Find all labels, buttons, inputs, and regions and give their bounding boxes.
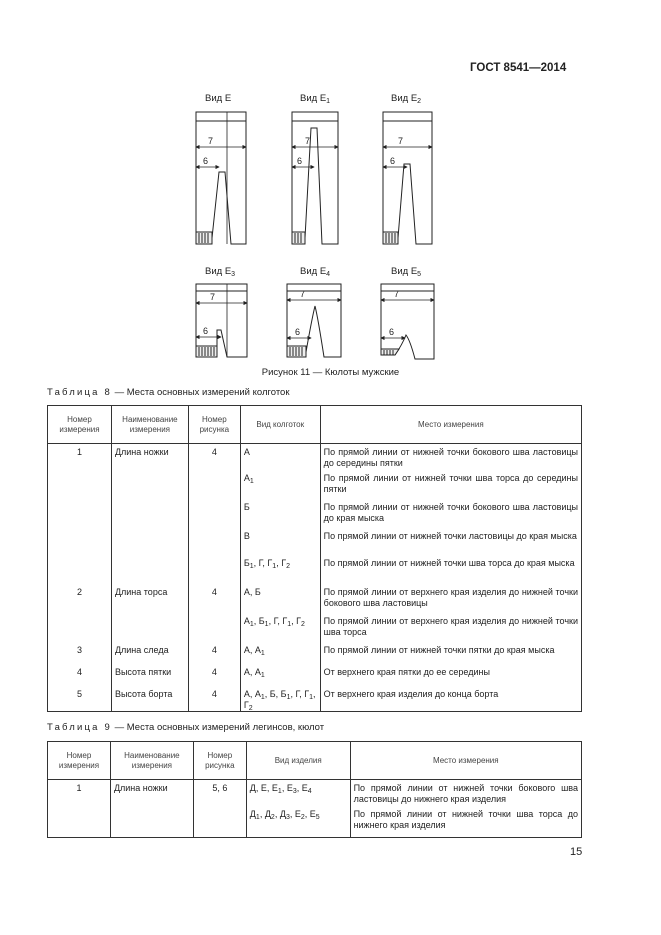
table-header-cell: Место измерения [320,406,581,444]
table-cell-name [111,502,188,531]
table-cell-fig: 4 [188,444,240,473]
table-cell-name [111,531,188,558]
table-cell-name: Длина следа [111,645,188,667]
table-cell-place: По прямой линии от нижней точки пятки до края мыска [320,645,581,667]
table-cell-name [111,616,188,645]
dim-label-6: 6 [390,156,396,166]
table-cell-place: По прямой линии от нижней точки шва торса до середины пятки [320,473,581,502]
table-cell-kind: В [240,531,320,558]
table-cell-fig [188,558,240,587]
table-cell-place: По прямой линии от нижней точки бокового шва ластовицы до края мыска [320,502,581,531]
figure-11 [0,0,661,380]
table-cell-kind: А, $А_1$ [240,645,320,667]
dim-label-6: 6 [389,327,395,337]
table-cell-kind: Д, Е, $Е_1$, $Е_3$, $Е_4$ [246,780,350,809]
table-cell-name [111,558,188,587]
table-row [48,689,582,712]
table-cell-fig: 4 [188,645,240,667]
table-header-cell: Номер измерения [48,406,112,444]
dim-label-7: 7 [305,136,311,146]
view-label-e5: Вид $Е_5$ [391,266,422,278]
table-cell-num: 1 [48,444,112,473]
table-cell-kind: Б [240,502,320,531]
table-cell-num: 3 [48,645,112,667]
table-cell-place: От верхнего края изделия до конца борта [320,689,581,712]
table-cell-kind: $Б_1$, Г, $Г_1$, $Г_2$ [240,558,320,587]
table-row [48,587,582,616]
table-row [48,809,582,838]
table-header-cell: Вид колготок [240,406,320,444]
table-cell-fig: 4 [188,689,240,712]
table-header-cell: Вид изделия [246,742,350,780]
table-9 [47,741,582,838]
table-8 [47,405,582,712]
table-cell-name: Высота борта [111,689,188,712]
table-cell-place: По прямой линии от нижней точки бокового шва ластовицы до нижнего края изделия [350,780,581,809]
table-cell-num: 4 [48,667,112,689]
table-cell-name: Длина ножки [111,444,188,473]
table-cell-name: Высота пятки [111,667,188,689]
table9-title: Таблица 9 — Места основных измерений легинсов, кюлот [47,722,325,733]
table-header-cell: Наименование измерения [110,742,193,780]
table-cell-num [48,531,112,558]
table-cell-place: От верхнего края пятки до ее середины [320,667,581,689]
table-header-cell: Номер измерения [48,742,111,780]
table-row [48,473,582,502]
table-cell-place: По прямой линии от нижней точки шва торса до нижнего края изделия [350,809,581,838]
table-header-cell: Номер рисунка [193,742,246,780]
table-cell-place: По прямой линии от нижней точки бокового шва ластовицы до середины пятки [320,444,581,473]
dim-label-6: 6 [295,327,301,337]
dim-label-7: 7 [208,136,214,146]
table-cell-fig: 5, 6 [193,780,246,809]
table-cell-fig [188,502,240,531]
page-number: 15 [570,846,583,858]
table-cell-num: 2 [48,587,112,616]
table-row [48,444,582,473]
view-label-e2: Вид $Е_2$ [391,93,422,105]
garment-view-e3 [196,284,247,357]
figure-caption: Рисунок 11 — Кюлоты мужские [261,367,400,378]
table-cell-name: Длина торса [111,587,188,616]
table-cell-num [48,473,112,502]
garment-view-e [196,112,246,244]
table-cell-place: По прямой линии от верхнего края изделия до нижней точки шва торса [320,616,581,645]
table-row [48,645,582,667]
dim-label-7: 7 [300,289,306,299]
table-header-cell: Наименование измерения [111,406,188,444]
table-cell-kind: А, $А_1$ [240,667,320,689]
dim-label-7: 7 [210,292,216,302]
view-label-e3: Вид $Е_3$ [205,266,236,278]
table-cell-kind: А, Б [240,587,320,616]
view-label-e4: Вид $Е_4$ [300,266,331,278]
table-cell-fig: 4 [188,587,240,616]
view-label-e: Вид Е [205,93,232,104]
dim-label-7: 7 [394,289,400,299]
table-cell-place: По прямой линии от нижней точки ластовицы до края мыска [320,531,581,558]
table-cell-num: 1 [48,780,111,809]
garment-view-e1 [292,112,338,244]
dim-label-6: 6 [203,156,209,166]
table-cell-num [48,809,111,838]
table-cell-name: Длина ножки [110,780,193,809]
garment-view-e5 [381,284,434,359]
view-label-e1: Вид $Е_1$ [300,93,331,105]
table-cell-kind: А [240,444,320,473]
table-cell-num [48,558,112,587]
table-cell-num: 5 [48,689,112,712]
table-cell-place: По прямой линии от верхнего края изделия до нижней точки бокового шва ластовицы [320,587,581,616]
table-header-cell: Номер рисунка [188,406,240,444]
table-row [48,558,582,587]
table-row [48,531,582,558]
table-row [48,780,582,809]
table-cell-fig [188,531,240,558]
table-cell-num [48,502,112,531]
table-cell-kind: $Д_1$, $Д_2$, $Д_3$, $Е_2$, $Е_5$ [246,809,350,838]
table-cell-kind: А, $А_1$, Б, $Б_1$, Г, $Г_1$, $Г_2$ [240,689,320,712]
table-cell-fig: 4 [188,667,240,689]
table-row [48,616,582,645]
table-cell-fig [188,616,240,645]
table-row [48,502,582,531]
table-cell-name [111,473,188,502]
dim-label-6: 6 [297,156,303,166]
dim-label-7: 7 [398,136,404,146]
table-cell-name [110,809,193,838]
table8-title: Таблица 8 — Места основных измерений колготок [47,387,290,398]
table-cell-kind: $А_1$ [240,473,320,502]
dim-label-6: 6 [203,326,209,336]
doc-header: ГОСТ 8541—2014 [470,62,567,74]
table-cell-fig [188,473,240,502]
garment-view-e2 [383,112,432,244]
table-cell-kind: $А_1$, $Б_1$, Г, $Г_1$, $Г_2$ [240,616,320,645]
garment-view-e4 [287,284,341,357]
table-cell-num [48,616,112,645]
table-cell-fig [193,809,246,838]
table-cell-place: По прямой линии от нижней точки шва торса до края мыска [320,558,581,587]
table-row [48,667,582,689]
table-header-cell: Место измерения [350,742,581,780]
